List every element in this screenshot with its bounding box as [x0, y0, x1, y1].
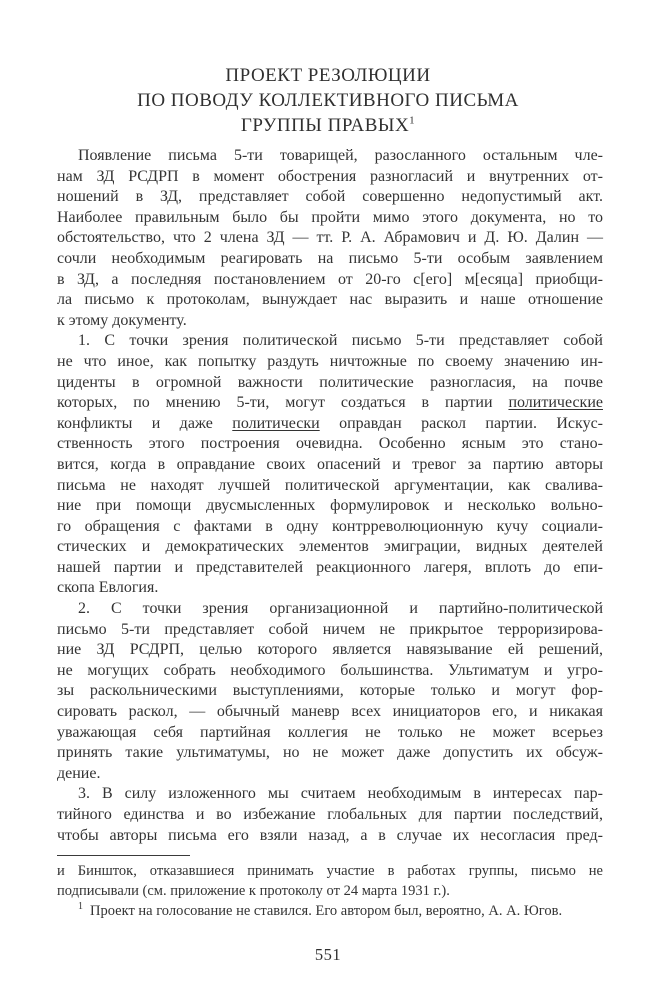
- text-line: 1. С точки зрения политической письмо 5-ти представляет собой: [78, 332, 603, 350]
- text-line: не что иное, как попытку раздуть ничтожные по своему значению ин-: [57, 352, 603, 370]
- text-line: чтобы авторы письма его взяли назад, а в случае их несогласия пред-: [57, 826, 603, 844]
- text-line: к этому документу.: [57, 311, 187, 329]
- text-line: нашей партии и представителей реакционного лагеря, вплоть до епи-: [57, 558, 603, 576]
- footnote-entry: $^1$ Проект на голосование не ставился. Его автором был, вероятно, А. А. Югов.: [78, 901, 563, 920]
- text-line: Появление письма 5-ти товарищей, разосланного остальным чле-: [78, 147, 603, 164]
- title-text: ПРОЕКТ РЕЗОЛЮЦИИ: [225, 65, 431, 86]
- text-line: не могущих собрать необходимого большинства. Ультиматум и угро-: [57, 661, 603, 679]
- title-line-1: [0, 63, 656, 88]
- title-line-2: [0, 88, 656, 113]
- body-text: [57, 146, 603, 846]
- text-line: скопа Евлогия.: [57, 579, 159, 597]
- footnote-divider: [57, 855, 190, 856]
- text-line: вится, когда в оправдание своих опасений и тревог за партию авторы: [57, 455, 603, 473]
- text-segment: конфликты и даже: [57, 414, 233, 432]
- text-line: подписывали (см. приложение к протоколу от 24 марта 1931 г.).: [57, 883, 450, 900]
- text-line: [57, 414, 603, 435]
- underlined-text: политически: [232, 414, 320, 432]
- text-line: 3. В силу изложенного мы считаем необходимым в интересах пар-: [78, 785, 603, 803]
- text-segment: оправдан раскол партии. Искус-: [319, 414, 604, 432]
- text-line: в ЗД, а последняя постановлением от 20-го с[его] м[есяца] приобщи-: [57, 270, 603, 288]
- text-line: сочли необходимым реагировать на письмо 5-ти особым заявлением: [57, 249, 603, 267]
- text-line: ние ЗД РСДРП, целью которого является навязывание ей решений,: [57, 641, 603, 659]
- title-text: ГРУППЫ ПРАВЫХ: [240, 115, 410, 136]
- document-title: [0, 0, 656, 138]
- title-line-3: [0, 113, 656, 138]
- text-line: тийного единства и во избежание глобальных для партии последствий,: [57, 806, 603, 823]
- text-line: Наиболее правильным было бы пройти мимо этого документа, но то: [57, 208, 603, 226]
- text-line: [57, 393, 603, 414]
- text-line: ла письмо к протоколам, вынуждает нас выразить и наше отношение: [57, 291, 603, 309]
- text-line: го обращения с фактами в одну контрреволюционную кучу социали-: [57, 517, 603, 535]
- text-line: принять такие ультиматумы, но не может даже допустить их обсуж-: [57, 744, 603, 762]
- underlined-text: политические: [508, 394, 603, 412]
- text-line: сировать раскол, — обычный маневр всех инициаторов его, и никакая: [57, 703, 603, 721]
- text-line: ношений в ЗД, представляет собой совершенно недопустимый акт.: [57, 188, 603, 206]
- text-line: нам ЗД РСДРП в момент обострения разногласий и внутренних от-: [57, 167, 603, 185]
- text-segment: которых, по мнению 5-ти, могут создаться в партии: [57, 394, 509, 412]
- page-number: 551: [314, 945, 342, 964]
- text-line: дение.: [57, 764, 101, 782]
- text-line: письма не находят лучшей политической аргументации, как свалива-: [57, 476, 603, 494]
- text-line: 2. С точки зрения организационной и партийно-политической: [78, 600, 603, 618]
- text-line: уважающая себя партийная коллегия не только не может всерьез: [57, 723, 603, 741]
- text-line: ние при помощи двусмысленных формулировок и несколько вольно-: [57, 497, 603, 515]
- footnotes: [57, 861, 603, 921]
- text-line: письмо 5-ти представляет собой ничем не прикрытое терроризирова-: [57, 620, 603, 638]
- text-line: ственность этого построения очевидна. Особенно ясным это стано-: [57, 435, 603, 453]
- footnote-marker: 1: [78, 901, 83, 913]
- text-line: зы раскольническими выступлениями, которые только и могут фор-: [57, 682, 603, 700]
- title-text: ПО ПОВОДУ КОЛЛЕКТИВНОГО ПИСЬМА: [137, 90, 519, 111]
- text-line: стических и демократических элементов эмиграции, видных деятелей: [57, 538, 603, 556]
- text-line: циденты в огромной важности политические разногласия, на почве: [57, 373, 603, 391]
- text-line: и Биншток, отказавшиеся принимать участие в работах группы, письмо не: [57, 863, 603, 880]
- footnote-reference: 1: [409, 114, 416, 127]
- text-line: обстоятельство, что 2 члена ЗД — тт. Р. А. Абрамович и Д. Ю. Далин —: [57, 229, 603, 247]
